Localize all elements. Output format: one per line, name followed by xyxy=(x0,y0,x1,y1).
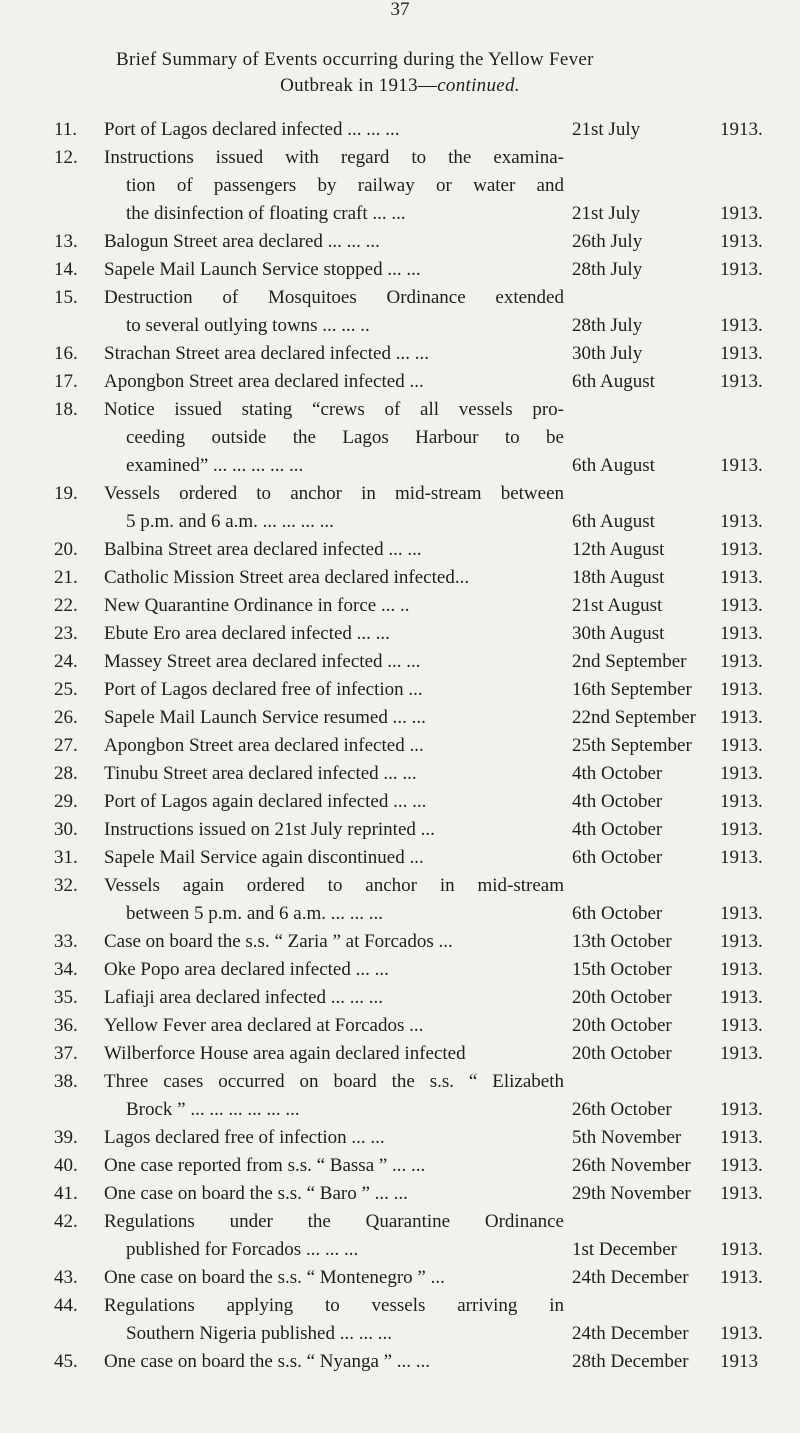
event-description-line: Ebute Ero area declared infected ... ... xyxy=(104,623,390,644)
event-date: 4th October xyxy=(572,763,663,784)
event-entry xyxy=(0,1348,800,1376)
event-date: 18th August xyxy=(572,567,665,588)
event-description-line: Lagos declared free of infection ... ... xyxy=(104,1127,385,1148)
event-number: 13. xyxy=(54,231,78,252)
event-description-line: Southern Nigeria published ... ... ... xyxy=(126,1323,392,1344)
event-date: 20th October xyxy=(572,1015,672,1036)
event-date: 21st July xyxy=(572,203,641,224)
event-year: 1913. xyxy=(720,371,763,392)
event-description xyxy=(104,144,564,228)
event-entry xyxy=(0,732,800,760)
event-description-line: examined” ... ... ... ... ... xyxy=(126,455,304,476)
event-description-line: Massey Street area declared infected ... ... xyxy=(104,651,421,672)
event-entry xyxy=(0,676,800,704)
event-entry xyxy=(0,1040,800,1068)
event-date: 28th December xyxy=(572,1351,689,1372)
event-description xyxy=(104,704,564,732)
event-description xyxy=(104,340,564,368)
event-year: 1913. xyxy=(720,595,763,616)
event-description-line: Balbina Street area declared infected ... ... xyxy=(104,539,422,560)
event-description xyxy=(104,480,564,536)
event-entry xyxy=(0,1180,800,1208)
event-description xyxy=(104,564,564,592)
event-number: 24. xyxy=(54,651,78,672)
event-date: 26th November xyxy=(572,1155,691,1176)
event-entry xyxy=(0,340,800,368)
event-date: 2nd September xyxy=(572,651,687,672)
event-description-line: Destruction of Mosquitoes Ordinance extended xyxy=(104,287,564,308)
event-description xyxy=(104,1068,564,1124)
event-number: 26. xyxy=(54,707,78,728)
event-number: 39. xyxy=(54,1127,78,1148)
event-number: 35. xyxy=(54,987,78,1008)
page-subtitle xyxy=(0,74,800,98)
event-year: 1913. xyxy=(720,931,763,952)
event-number: 16. xyxy=(54,343,78,364)
event-number: 17. xyxy=(54,371,78,392)
event-entry xyxy=(0,984,800,1012)
subtitle-prefix: Outbreak in 1913— xyxy=(280,75,438,96)
event-number: 11. xyxy=(54,119,78,140)
event-number: 34. xyxy=(54,959,78,980)
event-description-line: ceeding outside the Lagos Harbour to be xyxy=(126,427,564,448)
event-entry xyxy=(0,1208,800,1264)
event-description xyxy=(104,956,564,984)
event-description-line: New Quarantine Ordinance in force ... .. xyxy=(104,595,410,616)
event-description-line: Sapele Mail Launch Service stopped ... ... xyxy=(104,259,421,280)
event-date: 6th October xyxy=(572,847,663,868)
event-entry xyxy=(0,844,800,872)
event-year: 1913. xyxy=(720,1043,763,1064)
event-year: 1913. xyxy=(720,1323,763,1344)
event-description xyxy=(104,396,564,480)
event-entry xyxy=(0,592,800,620)
event-number: 18. xyxy=(54,399,78,420)
event-date: 1st December xyxy=(572,1239,677,1260)
event-date: 26th October xyxy=(572,1099,672,1120)
event-number: 27. xyxy=(54,735,78,756)
event-number: 15. xyxy=(54,287,78,308)
event-entry xyxy=(0,648,800,676)
event-description xyxy=(104,1152,564,1180)
event-entry xyxy=(0,956,800,984)
subtitle-suffix: continued. xyxy=(437,75,520,96)
event-description xyxy=(104,788,564,816)
event-entry xyxy=(0,256,800,284)
event-year: 1913. xyxy=(720,735,763,756)
event-description xyxy=(104,1040,564,1068)
event-number: 28. xyxy=(54,763,78,784)
event-description xyxy=(104,984,564,1012)
event-description xyxy=(104,116,564,144)
event-description-line: One case on board the s.s. “ Baro ” ... ... xyxy=(104,1183,408,1204)
event-number: 21. xyxy=(54,567,78,588)
event-number: 32. xyxy=(54,875,78,896)
event-entry xyxy=(0,816,800,844)
event-year: 1913. xyxy=(720,1183,763,1204)
event-date: 26th July xyxy=(572,231,643,252)
event-description-line: Lafiaji area declared infected ... ... ... xyxy=(104,987,384,1008)
event-number: 40. xyxy=(54,1155,78,1176)
event-date: 22nd September xyxy=(572,707,697,728)
event-year: 1913. xyxy=(720,651,763,672)
event-number: 31. xyxy=(54,847,78,868)
event-number: 20. xyxy=(54,539,78,560)
event-date: 20th October xyxy=(572,1043,672,1064)
event-description-line: Yellow Fever area declared at Forcados ... xyxy=(104,1015,424,1036)
event-description-line: Port of Lagos again declared infected ... ... xyxy=(104,791,427,812)
event-date: 28th July xyxy=(572,315,643,336)
event-date: 15th October xyxy=(572,959,672,980)
event-description-line: Apongbon Street area declared infected ... xyxy=(104,735,424,756)
event-description-line: to several outlying towns ... ... .. xyxy=(126,315,370,336)
event-description-line: tion of passengers by railway or water and xyxy=(126,175,564,196)
page-number: 37 xyxy=(390,0,410,20)
event-description xyxy=(104,620,564,648)
event-number: 19. xyxy=(54,483,78,504)
event-date: 30th August xyxy=(572,623,665,644)
event-year: 1913. xyxy=(720,1099,763,1120)
event-description xyxy=(104,872,564,928)
event-description-line: Port of Lagos declared infected ... ... ... xyxy=(104,119,400,140)
event-description xyxy=(104,536,564,564)
event-year: 1913. xyxy=(720,511,763,532)
event-description xyxy=(104,228,564,256)
event-date: 6th October xyxy=(572,903,663,924)
event-date: 24th December xyxy=(572,1267,689,1288)
event-entry xyxy=(0,284,800,340)
event-description xyxy=(104,1012,564,1040)
event-year: 1913. xyxy=(720,259,763,280)
event-description-line: Regulations under the Quarantine Ordinance xyxy=(104,1211,564,1232)
event-description-line: Brock ” ... ... ... ... ... ... xyxy=(126,1099,300,1120)
event-description-line: Regulations applying to vessels arriving in xyxy=(104,1295,564,1316)
event-date: 28th July xyxy=(572,259,643,280)
event-number: 43. xyxy=(54,1267,78,1288)
event-date: 5th November xyxy=(572,1127,682,1148)
event-entry xyxy=(0,368,800,396)
event-description-line: Vessels again ordered to anchor in mid-stream xyxy=(104,875,564,896)
event-description-line: Instructions issued with regard to the examina- xyxy=(104,147,564,168)
event-date: 29th November xyxy=(572,1183,691,1204)
event-date: 13th October xyxy=(572,931,672,952)
event-date: 21st August xyxy=(572,595,663,616)
event-description xyxy=(104,1348,564,1376)
event-description xyxy=(104,844,564,872)
event-year: 1913. xyxy=(720,819,763,840)
event-description-line: One case on board the s.s. “ Nyanga ” ... ... xyxy=(104,1351,431,1372)
event-entry xyxy=(0,1068,800,1124)
event-entry xyxy=(0,1152,800,1180)
event-description xyxy=(104,1264,564,1292)
event-date: 21st July xyxy=(572,119,641,140)
event-year: 1913. xyxy=(720,539,763,560)
event-date: 24th December xyxy=(572,1323,689,1344)
event-number: 25. xyxy=(54,679,78,700)
event-description xyxy=(104,760,564,788)
event-year: 1913. xyxy=(720,119,763,140)
event-year: 1913. xyxy=(720,623,763,644)
event-description-line: Sapele Mail Launch Service resumed ... ... xyxy=(104,707,426,728)
event-date: 6th August xyxy=(572,455,655,476)
event-date: 20th October xyxy=(572,987,672,1008)
event-number: 45. xyxy=(54,1351,78,1372)
event-year: 1913. xyxy=(720,707,763,728)
event-date: 12th August xyxy=(572,539,665,560)
event-year: 1913. xyxy=(720,959,763,980)
events-list xyxy=(0,116,800,1376)
event-date: 6th August xyxy=(572,371,655,392)
event-description-line: Instructions issued on 21st July reprinted ... xyxy=(104,819,435,840)
event-number: 44. xyxy=(54,1295,78,1316)
event-description-line: Oke Popo area declared infected ... ... xyxy=(104,959,389,980)
event-entry xyxy=(0,116,800,144)
event-entry xyxy=(0,480,800,536)
event-description xyxy=(104,368,564,396)
event-entry xyxy=(0,928,800,956)
event-description-line: Strachan Street area declared infected ... ... xyxy=(104,343,429,364)
event-date: 16th September xyxy=(572,679,692,700)
event-year: 1913. xyxy=(720,315,763,336)
event-entry xyxy=(0,228,800,256)
event-year: 1913. xyxy=(720,791,763,812)
event-description xyxy=(104,1124,564,1152)
event-description-line: Vessels ordered to anchor in mid-stream between xyxy=(104,483,564,504)
event-description-line: Sapele Mail Service again discontinued ... xyxy=(104,847,424,868)
event-description xyxy=(104,816,564,844)
event-description xyxy=(104,1208,564,1264)
event-number: 23. xyxy=(54,623,78,644)
event-description-line: Port of Lagos declared free of infection ... xyxy=(104,679,423,700)
event-date: 30th July xyxy=(572,343,643,364)
event-year: 1913. xyxy=(720,903,763,924)
event-date: 6th August xyxy=(572,511,655,532)
event-entry xyxy=(0,1292,800,1348)
event-description-line: Apongbon Street area declared infected ... xyxy=(104,371,424,392)
event-year: 1913. xyxy=(720,1127,763,1148)
event-year: 1913. xyxy=(720,1155,763,1176)
event-number: 37. xyxy=(54,1043,78,1064)
event-number: 33. xyxy=(54,931,78,952)
event-number: 12. xyxy=(54,147,78,168)
event-description xyxy=(104,648,564,676)
event-number: 30. xyxy=(54,819,78,840)
event-description-line: Case on board the s.s. “ Zaria ” at Forcados ... xyxy=(104,931,453,952)
event-description-line: between 5 p.m. and 6 a.m. ... ... ... xyxy=(126,903,383,924)
event-year: 1913. xyxy=(720,763,763,784)
event-description-line: One case on board the s.s. “ Montenegro ” ... xyxy=(104,1267,445,1288)
event-description-line: published for Forcados ... ... ... xyxy=(126,1239,359,1260)
event-number: 29. xyxy=(54,791,78,812)
event-description xyxy=(104,1292,564,1348)
event-entry xyxy=(0,396,800,480)
event-number: 14. xyxy=(54,259,78,280)
event-description-line: Balogun Street area declared ... ... ... xyxy=(104,231,380,252)
event-entry xyxy=(0,1264,800,1292)
event-number: 38. xyxy=(54,1071,78,1092)
event-description-line: Tinubu Street area declared infected ... ... xyxy=(104,763,417,784)
event-description xyxy=(104,928,564,956)
event-entry xyxy=(0,536,800,564)
event-entry xyxy=(0,564,800,592)
event-description xyxy=(104,676,564,704)
event-entry xyxy=(0,144,800,228)
event-description xyxy=(104,1180,564,1208)
event-year: 1913. xyxy=(720,1239,763,1260)
event-year: 1913. xyxy=(720,455,763,476)
event-date: 4th October xyxy=(572,819,663,840)
event-description-line: Three cases occurred on board the s.s. “ Elizabeth xyxy=(104,1071,564,1092)
event-number: 36. xyxy=(54,1015,78,1036)
event-date: 25th September xyxy=(572,735,692,756)
event-entry xyxy=(0,704,800,732)
event-year: 1913. xyxy=(720,1267,763,1288)
event-entry xyxy=(0,1124,800,1152)
event-date: 4th October xyxy=(572,791,663,812)
event-description xyxy=(104,284,564,340)
event-entry xyxy=(0,760,800,788)
event-entry xyxy=(0,1012,800,1040)
event-year: 1913. xyxy=(720,231,763,252)
event-description-line: Wilberforce House area again declared infected xyxy=(104,1043,466,1064)
event-year: 1913. xyxy=(720,987,763,1008)
event-year: 1913. xyxy=(720,567,763,588)
event-year: 1913. xyxy=(720,343,763,364)
event-entry xyxy=(0,620,800,648)
event-year: 1913. xyxy=(720,679,763,700)
event-number: 41. xyxy=(54,1183,78,1204)
event-number: 22. xyxy=(54,595,78,616)
event-description-line: 5 p.m. and 6 a.m. ... ... ... ... xyxy=(126,511,334,532)
event-description xyxy=(104,256,564,284)
event-year: 1913. xyxy=(720,847,763,868)
event-entry xyxy=(0,788,800,816)
event-number: 42. xyxy=(54,1211,78,1232)
event-year: 1913 xyxy=(720,1351,758,1372)
event-description-line: Catholic Mission Street area declared infected... xyxy=(104,567,470,588)
event-description-line: Notice issued stating “crews of all vessels pro- xyxy=(104,399,564,420)
event-entry xyxy=(0,872,800,928)
event-description-line: the disinfection of floating craft ... ... xyxy=(126,203,406,224)
event-description xyxy=(104,592,564,620)
page-title: Brief Summary of Events occurring during the Yellow Fever xyxy=(116,49,594,70)
event-year: 1913. xyxy=(720,1015,763,1036)
event-year: 1913. xyxy=(720,203,763,224)
event-description xyxy=(104,732,564,760)
event-description-line: One case reported from s.s. “ Bassa ” ... ... xyxy=(104,1155,426,1176)
